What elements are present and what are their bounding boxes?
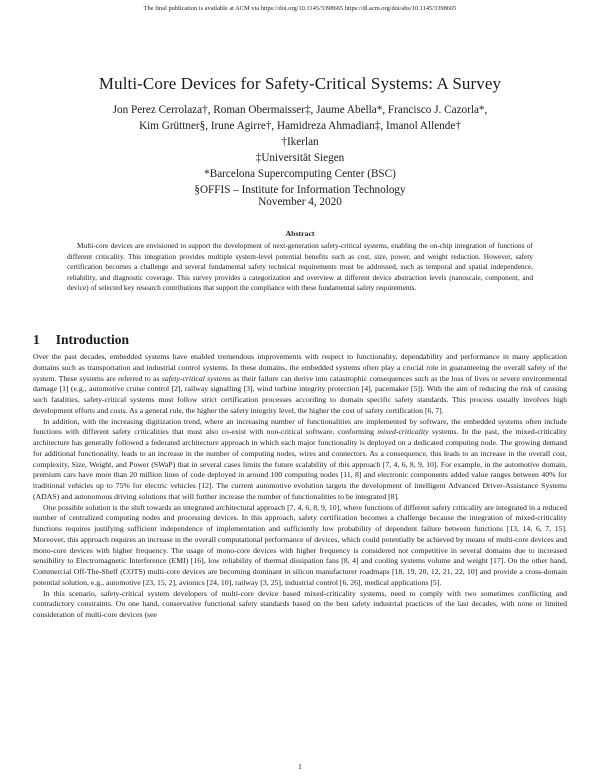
body-text (33, 352, 567, 621)
paragraph-1-part-a: Over the past decades, embedded systems have enabled tremendous improvements with respect to functionality, dependability and performance in many application domains such as transportation and industrial control systems. In these domains, the embedded systems often play a crucial role in guaranteeing the overall safety of the system. These systems are referred to as (33, 352, 567, 383)
section-title: Introduction (55, 332, 130, 347)
paper-title: Multi-Core Devices for Safety-Critical Systems: A Survey (98, 74, 502, 93)
author-block (20, 102, 580, 198)
paragraph-1-part-b: as their failure can derive into catastrophic consequences such as the loss of lives or severe environmental damage [1] (e.g., automotive cruise control [2], railway signalling [3], wind turbine integrity protection [4], pacemaker [5]). With the aim of reducing the risk of causing such fatalities, safety-critical systems must follow strict certification processes according to domain specific safety standards. This process usually involves high development efforts and costs. As a general rule, the higher the safety integrity level, the higher the cost of safety certification [6, 7]. (33, 373, 567, 415)
paragraph-1-emphasis: safety-critical systems (161, 373, 231, 383)
paragraph-1 (33, 352, 567, 417)
paragraph-2-emphasis: mixed-criticality (377, 427, 429, 437)
affiliation-ikerlan: †Ikerlan (281, 136, 319, 148)
paragraph-3: One possible solution is the shift towards an integrated architectural approach [7, 4, 6, 8, 9, 10], where functions of different safety criticality are integrated in a reduced number of centralized computing nodes and processing devices. In this approach, safety certification becomes a challenge because the integration of mixed-criticality functions requires justifying sufficient independence of implementation and sufficiently low probability of dependent failure between functions [13, 14, 6, 7, 15]. Moreover, this approach requires an increase in the overall computational performance of devices, which could potentially be achieved by means of multi-core devices and mono-core devices with higher frequency. The usage of mono-core devices with higher frequency is considered not competitive in several domains due to increased sensibility to Electromagnetic Interference (EMI) [16], low reliability of thermal dissipation fans [8, 4] and cooling systems volume and weight [17]. On the other hand, Commercial Off-The-Shelf (COTS) multi-core devices are becoming dominant in silicon manufacturer roadmaps [18, 19, 20, 12, 21, 22, 10] and provide a cross-domain potential solution, e.g., automotive [23, 15, 2], avionics [24, 10], railway [3, 25], industrial control [6, 26], medical applications [5]. (33, 502, 567, 587)
publication-date: November 4, 2020 (258, 196, 342, 208)
author-line-1: Jon Perez Cerrolaza†, Roman Obermaisser‡, Jaume Abella*, Francisco J. Cazorla*, (112, 104, 488, 116)
page-number: 1 (298, 762, 302, 771)
abstract-heading: Abstract (285, 229, 315, 238)
section-number: 1 (33, 332, 40, 347)
paragraph-2 (33, 417, 567, 503)
paragraph-4: In this scenario, safety-critical system developers of multi-core device based mixed-criticality systems, need to comply with two sometimes conflicting and contradictory constraints. On one hand, conservative functional safety standards based on the best safety industrial practices of the last decades, with none or limited consideration of multi-core devices (see (33, 588, 567, 619)
paragraph-2-part-a: In addition, with the increasing digitization trend, where an increasing number of functionalities are implemented by software, the embedded systems often include functions with different safety criticalities that must also co-exist with non-critical software, conforming (33, 416, 567, 437)
abstract-text: Multi-core devices are envisioned to support the development of next-generation safety-critical systems, enabling the on-chip integration of functions of different criticality. This integration provides multiple system-level potential benefits such as cost, size, power, and weight reduction. However, safety certification becomes a challenge and several fundamental safety technical requirements must be addressed, such as temporal and spatial independence, reliability, and diagnostic coverage. This survey provides a categorization and overview at different device abstraction levels (nanoscale, component, and device) of selected key research contributions that support the compliance with these fundamental safety requirements. (67, 241, 533, 293)
author-line-2: Kim Grüttner§, Irune Agirre†, Hamidreza Ahmadian‡, Imanol Allende† (139, 120, 461, 132)
affiliation-offis: §OFFIS – Institute for Information Technology (194, 184, 406, 196)
publication-banner: The final publication is available at ACM via https://doi.org/10.1145/3398665 https://dl.acm.org/doi/abs/10.1145/3398665 (143, 5, 457, 12)
affiliation-siegen: ‡Universität Siegen (255, 152, 345, 164)
section-heading (33, 332, 129, 348)
affiliation-bsc: *Barcelona Supercomputing Center (BSC) (204, 168, 396, 180)
paragraph-2-part-b: systems. In the past, the mixed-criticality architecture has generally followed a federated architecture approach in which each major functionality is deployed on a dedicated computing node. The growing demand for additional functionality, leads to an increase in the number of computing nodes, wires and connectors. As a consequence, this leads to an increase in the overall cost, complexity, Size, Weight, and Power (SWaP) that in several cases limits the future scalability of this approach [7, 4, 6, 8, 9, 10]. For example, in the automotive domain, premium cars have more than 20 million lines of code deployed in around 100 computing nodes [11, 8] and electronic components added value ranges between 40% for traditional vehicles up to 75% for electric vehicles [12]. The current automotive evolution targets the development of intelligent Advanced Driver-Assistance Systems (ADAS) and autonomous driving solutions that will further increase the number of functionalities to be integrated [8]. (33, 427, 567, 501)
